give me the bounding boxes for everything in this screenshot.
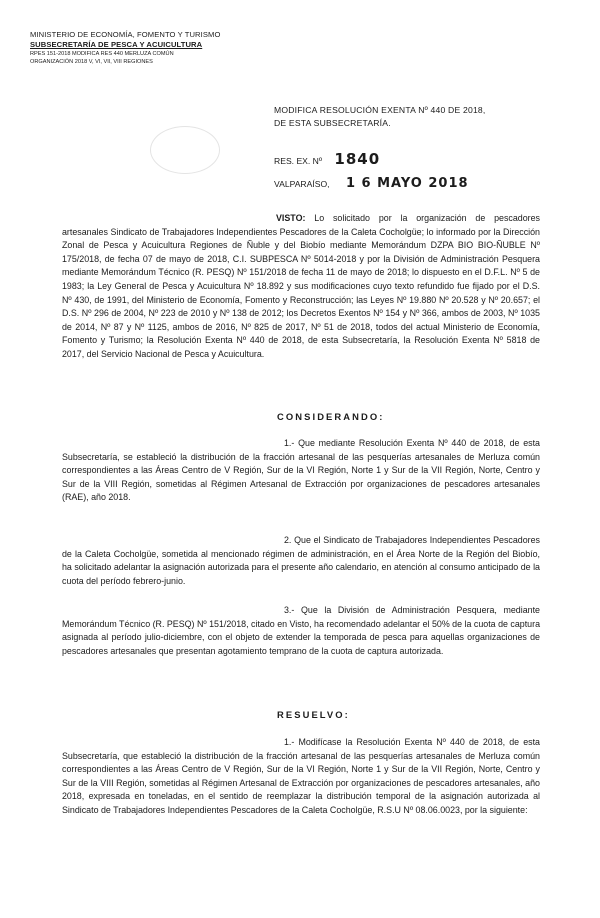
visto-text: Lo solicitado por la organización de pescadores artesanales Sindicato de Trabajadores Independientes Pescadores de la Caleta Cocholgüe; lo informado por la Dirección Zonal de Pesca y Acuicultura Regiones de Ñuble y del Biobío mediante Memorándum DZPA BIO BIO-ÑUBLE Nº 175/2018, de fecha 07 de mayo de 2018, C.I. SUBPESCA Nº 5014-2018 y por la División de Administración Pesquera mediante Memorándum Técnico (R. PESQ) Nº 151/2018 de fecha 11 de mayo de 2018; lo dispuesto en el D.F.L. Nº 5 de 1983; la Ley General de Pesca y Acuicultura Nº 18.892 y sus modificaciones cuyo texto refundido fue fijado por el D.S. Nº 430, de 1991, del Ministerio de Economía, Fomento y Reconstrucción; las Leyes Nº 19.880 Nº 20.528 y Nº 20.657; el D.S. Nº 296 de 2004, Nº 223 de 2010 y Nº 138 de 2012; los Decretos Exentos Nº 154 y Nº 366, ambos de 2003, Nº 1035 de 2014, Nº 87 y Nº 1125, ambos de 2016, Nº 825 de 2017, Nº 51 de 2018, todos del actual Ministerio de Economía, Fomento y Turismo; la Resolución Exenta Nº 440 de 2018, de esta Subsecretaría, la Resolución Exenta Nº 5818 de 2017, del Servicio Nacional de Pesca y Acuicultura.: [62, 213, 540, 359]
file-reference-line-2: ORGANIZACIÓN 2018 V, VI, VII, VIII REGIONES: [30, 59, 153, 65]
date-block: [274, 176, 469, 191]
subject-line-1: MODIFICA RESOLUCIÓN EXENTA Nº 440 DE 2018,: [274, 105, 486, 115]
considerando-heading: CONSIDERANDO:: [277, 411, 385, 422]
ministry-name: MINISTERIO DE ECONOMÍA, FOMENTO Y TURISMO: [30, 30, 221, 39]
letterhead: [30, 30, 330, 66]
resolution-number-block: [274, 150, 380, 168]
faint-stamp: [150, 126, 220, 174]
subject-line-2: DE ESTA SUBSECRETARÍA.: [274, 118, 391, 128]
resolution-subject: [274, 104, 486, 130]
resolution-number-label: RES. EX. Nº: [274, 156, 323, 166]
file-reference-line-1: RPES 151-2018 MODIFICA RES 440 MERLUZA COMÚN: [30, 51, 174, 57]
considerando-paragraph-3: 3.- Que la División de Administración Pesquera, mediante Memorándum Técnico (R. PESQ) Nº 151/2018, citado en Visto, ha recomendado adelantar el 50% de la cuota de captura asignada al período julio-diciembre, con el objeto de extender la temporada de pesca para aquellas organizaciones de pescadores artesanales que presentan agotamiento temprano de la cuota de captura autorizada.: [62, 605, 541, 656]
resuelvo-heading: RESUELVO:: [277, 709, 350, 720]
visto-label: VISTO:: [276, 213, 306, 223]
considerando-paragraph-2: 2. Que el Sindicato de Trabajadores Independientes Pescadores de la Caleta Cocholgüe, sometida al mencionado régimen de administración, en el Área Norte de la Región del Biobío, ha solicitado adelantar la asignación autorizada para el presente año calendario, en atención al consumo anticipado de la cuota del período febrero-junio.: [62, 535, 540, 586]
subsecretaria-name: SUBSECRETARÍA DE PESCA Y ACUICULTURA: [30, 40, 203, 49]
visto-paragraph: [62, 212, 540, 362]
date-value: 1 6 MAYO 2018: [345, 176, 469, 191]
resuelvo-paragraph-1: 1.- Modifícase la Resolución Exenta Nº 440 de 2018, de esta Subsecretaría, que estableció la distribución de la fracción artesanal de las pesquerías artesanales de Merluza común correspondientes a las Áreas Centro de V Región, Sur de la VI Región, Norte 1 y Sur de la VII Región, Norte, Centro y Sur de la VIII Región, sometidas al Régimen Artesanal de Extracción por organizaciones de pescadores artesanales, año 2018, expresada en toneladas, en el sentido de reemplazar la distribución temporal de la asignación autorizada al Sindicato de Trabajadores Independientes Pescadores de la Caleta Cocholgüe, R.S.U Nº 08.06.0023, por la siguiente:: [62, 737, 540, 815]
resolution-number: 1840: [334, 150, 381, 168]
date-place: VALPARAÍSO,: [274, 179, 330, 189]
considerando-paragraph-1: 1.- Que mediante Resolución Exenta Nº 440 de 2018, de esta Subsecretaría, se estableció la distribución de la fracción artesanal de las pesquerías artesanales de Merluza común correspondientes a las Áreas Centro de V Región, Sur de la VI Región, Norte 1 y Sur de la VII Región, Norte, Centro y Sur de la VIII Región, sometidas al Régimen Artesanal de Extracción por organizaciones de pescadores artesanales (RAE), año 2018.: [62, 438, 540, 503]
